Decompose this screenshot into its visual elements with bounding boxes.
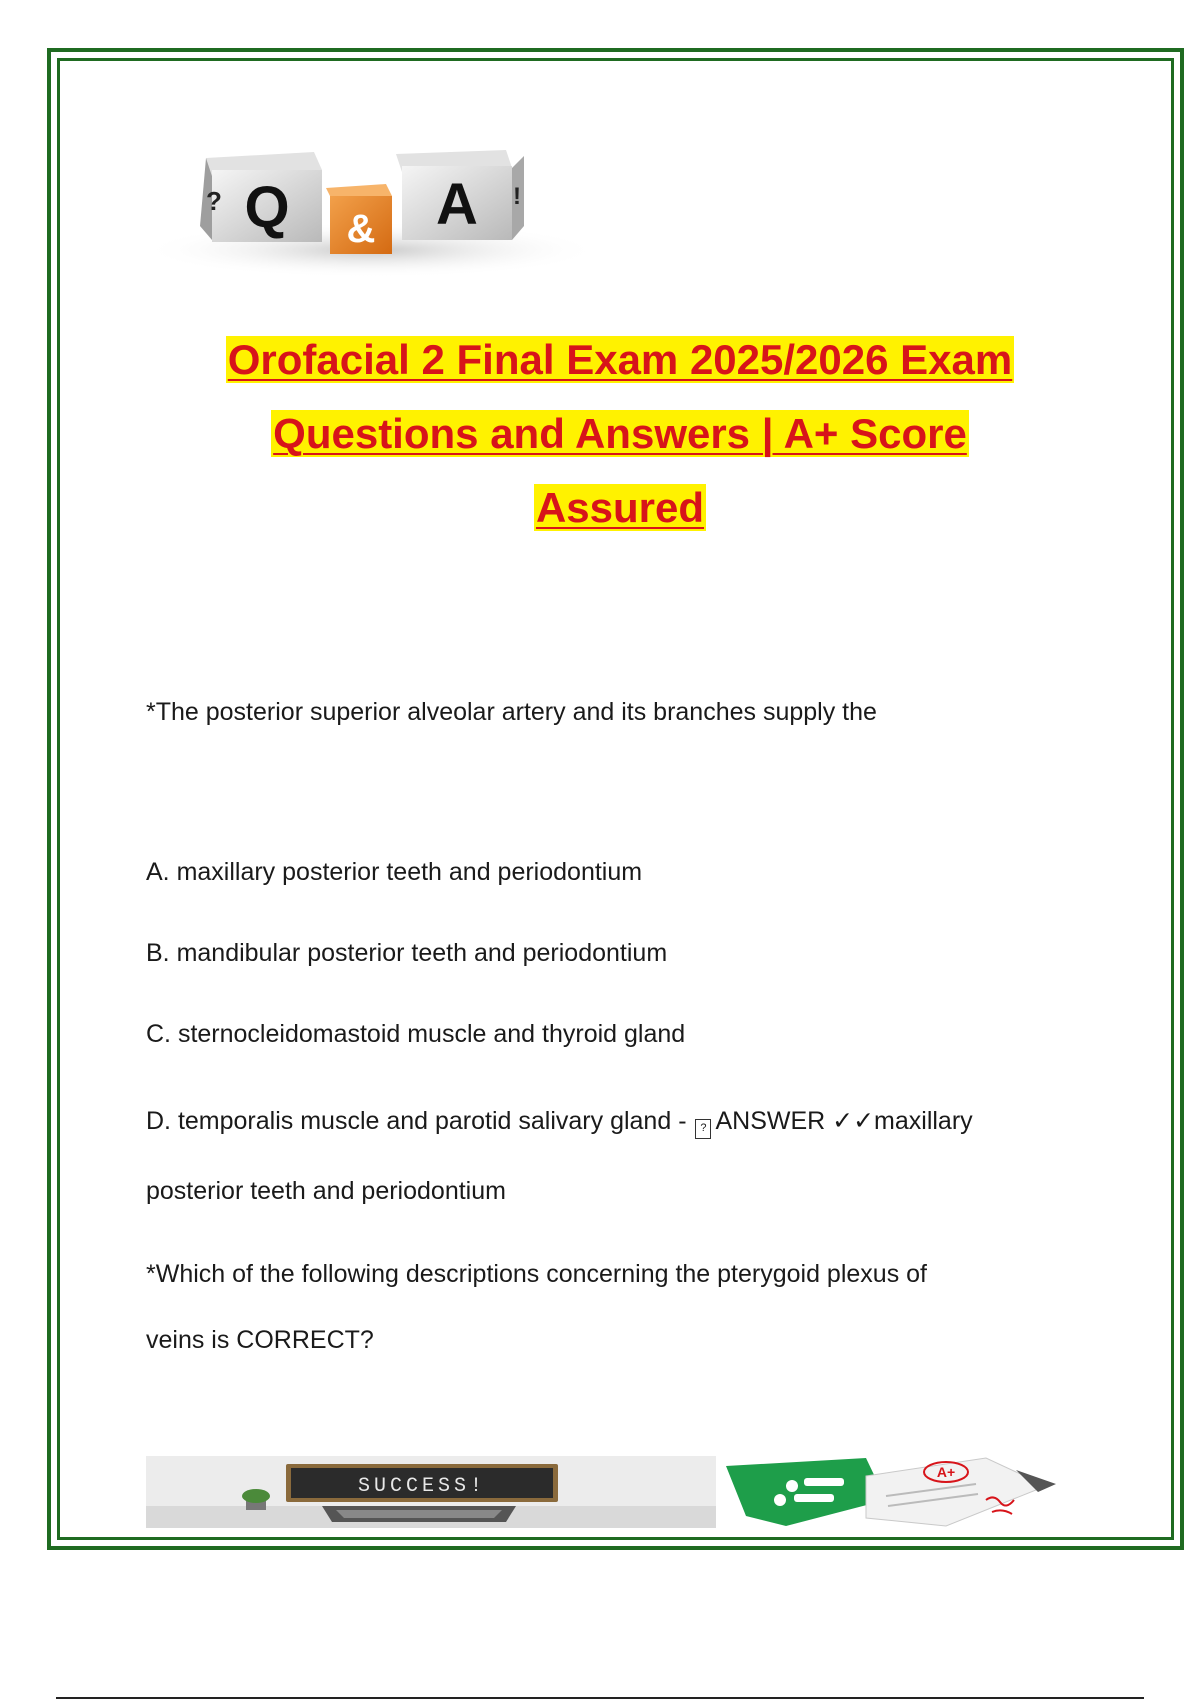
answer-label: ANSWER ✓✓maxillary — [715, 1107, 973, 1135]
plant-icon — [242, 1489, 270, 1510]
option-a: A. maxillary posterior teeth and periodontium — [146, 858, 643, 886]
page-bottom-rule — [56, 1697, 1144, 1699]
title-line-2: Questions and Answers | A+ Score — [273, 410, 967, 457]
success-text: SUCCESS! — [357, 1475, 487, 1498]
q-letter: Q — [244, 175, 290, 240]
ampersand-letter: & — [346, 207, 376, 251]
grade-text: A+ — [936, 1464, 956, 1480]
question-2-prompt-line-2: veins is CORRECT? — [146, 1326, 374, 1354]
option-d-with-answer — [146, 1106, 973, 1139]
option-d: D. temporalis muscle and parotid salivary gland - — [146, 1107, 694, 1135]
qa-dice-logo — [146, 130, 596, 285]
success-chalkboard-image — [146, 1456, 716, 1528]
svg-text:!: ! — [513, 183, 521, 210]
ampersand-cube — [326, 184, 392, 254]
spreadsheet-icon — [726, 1458, 886, 1526]
graded-paper-image — [716, 1456, 1076, 1528]
title-line-3: Assured — [535, 484, 705, 531]
document-title — [140, 328, 1100, 550]
graded-paper-icon — [866, 1458, 1056, 1526]
question-2-prompt-line-1: *Which of the following descriptions concerning the pterygoid plexus of — [146, 1260, 927, 1288]
answer-continuation: posterior teeth and periodontium — [146, 1177, 506, 1205]
svg-text:?: ? — [206, 186, 222, 216]
title-line-1: Orofacial 2 Final Exam 2025/2026 Exam — [227, 336, 1013, 383]
option-c: C. sternocleidomastoid muscle and thyroid gland — [146, 1020, 686, 1048]
q-cube — [200, 152, 322, 242]
option-b: B. mandibular posterior teeth and periodontium — [146, 939, 668, 967]
a-cube — [396, 150, 524, 240]
a-letter: A — [436, 172, 478, 237]
question-1-prompt: *The posterior superior alveolar artery and its branches supply the — [146, 698, 877, 726]
answer-marker-icon: ? — [695, 1119, 711, 1139]
